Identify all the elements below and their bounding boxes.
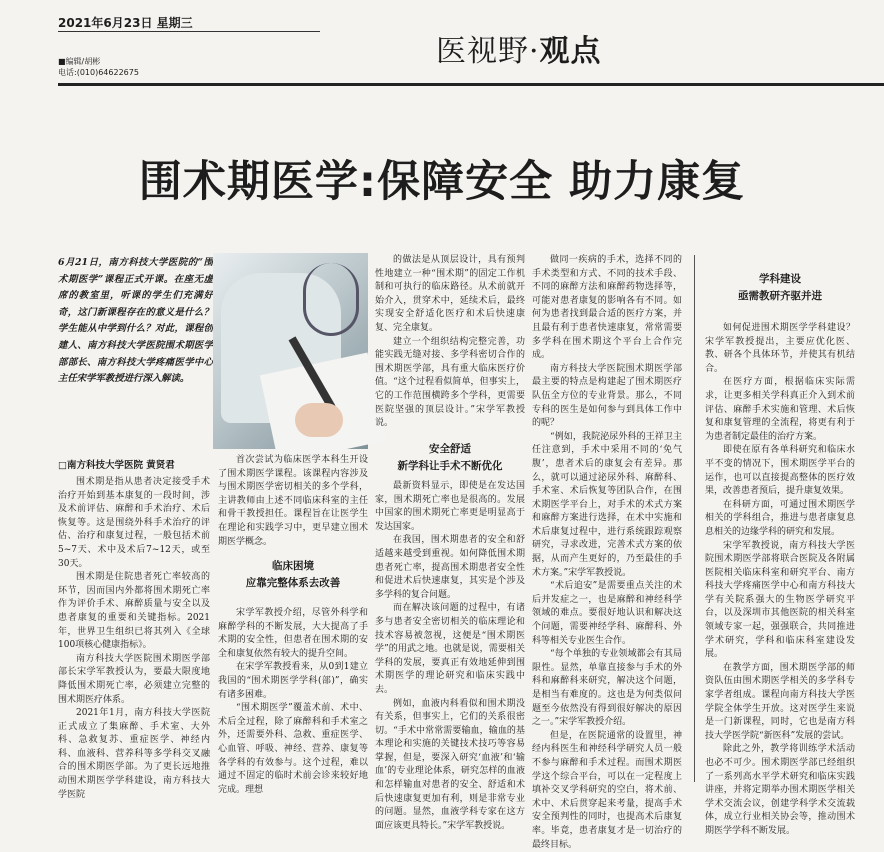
stethoscope-icon — [303, 263, 359, 336]
headline: 围术期医学:保障安全 助力康复 — [138, 157, 746, 207]
paragraph: “术后追安”是需要重点关注的术后并发症之一，也是麻醉和神经科学领域的难点。要很好地认识和解决这个问题，需要神经学科、麻醉科、外科等相关专业医生合作。 — [532, 581, 682, 646]
photo-hand — [295, 403, 343, 437]
paragraph: 在宋学军教授看来，从0到1建立我国的“围术期医学学科(部)”，确实有诸多困难。 — [218, 662, 368, 700]
article-column-3a — [375, 254, 525, 429]
subhead-3-line1: 学科建设 — [759, 273, 801, 285]
column-divider — [694, 255, 695, 782]
doctor-writing-photo — [213, 253, 368, 449]
subhead-2 — [375, 441, 525, 475]
paragraph: 在科研方面，可通过围术期医学相关的学科组合，推进与患者康复息息相关的边缘学科的研究和发展。 — [705, 499, 855, 537]
section-title-bold: 观点 — [539, 34, 602, 69]
editor-credit: ■编辑/胡彬 — [58, 57, 101, 66]
paragraph: 南方科技大学医院围术期医学部部长宋学军教授认为，要最大限度地降低围术期死亡率，必须建立完整的围术期医疗体系。 — [58, 653, 210, 705]
paragraph: 南方科技大学医院围术期医学部最主要的特点是构建起了围术期医疗队伍全方位的专业背景。那么，不同专科的医生是如何参与到具体工作中的呢？ — [532, 363, 682, 429]
paragraph: 围术期是指从患者决定接受手术治疗开始到基本康复的一段时间，涉及术前评估、麻醉和手术治疗、术后恢复等。这是围绕外科手术治疗的评估、治疗和康复过程，一般包括术前5~7天、术中及术后7~12天，或至30天。 — [58, 477, 210, 569]
header-rule — [58, 31, 320, 32]
contact-phone: 电话:(010)64622675 — [58, 68, 139, 77]
paragraph: 宋学军教授介绍，尽管外科学和麻醉学科的不断发展，大大提高了手术期的安全性，但患者在围术期的安全和康复依然有较大的提升空间。 — [218, 608, 368, 659]
paragraph: 如何促进围术期医学学科建设？宋学军教授提出，主要应优化医、教、研各个具体环节，并使其有机结合。 — [705, 323, 855, 374]
subhead-2-line2: 新学科让手术不断优化 — [397, 460, 503, 472]
subhead-1-line1: 临床困境 — [272, 560, 314, 572]
subhead-1-line2: 应靠完整体系去改善 — [245, 577, 341, 589]
paragraph: 的做法是从顶层设计，具有预判性地建立一种“围术期”的固定工作机制和可执行的临床路径。从术前就开始介入，贯穿术中，延续术后，最终实现安全舒适化医疗和术后快速康复、完全康复。 — [375, 255, 525, 333]
subhead-3-line2: 亟需教研齐驱并进 — [738, 290, 822, 302]
paragraph: 做同一疾病的手术，选择不同的手术类型和方式、不同的技术手段、不同的麻醉方法和麻醉药物选择等，可能对患者康复的影响各有不同。如何为患者找到最合适的医疗方案，并且最有利于患者快速康复，常常需要多学科在围术期这个平台上合作完成。 — [532, 255, 682, 361]
section-title — [436, 26, 602, 70]
paragraph: 例如，血液内科看似和围术期没有关系，但事实上，它们的关系很密切。“手术中常常需要输血，输血的基本理论和实施的关键技术技巧等容易掌握，但是，要深入研究‘血液’和‘输血’的专业理论体系，研究怎样的血液和怎样输血对患者的安全、舒适和术后快速康复更加有利，则是非常专业的问题。显然，血液学科专家在这方面应该更具特长。”宋学军教授说。 — [375, 698, 525, 831]
paragraph: “例如，我院泌尿外科的王祥卫主任注意到，手术中采用不同的‘免气腹’，患者术后的康复会有差异。那么，就可以通过泌尿外科、麻醉科、手术室、术后恢复等团队合作，在围术期医学平台上，对手术的术式方案和麻醉方案进行选择，在术中实施和术后康复过程中，进行系统跟踪观察研究，寻求改进，完善术式方案的依据，从而产生更好的，乃至最佳的手术方案。”宋学军教授说。 — [532, 431, 682, 578]
paragraph: 在医疗方面，根据临床实际需求，让更多相关学科真正介入到术前评估、麻醉手术实施和管理、术后恢复和康复管理的全流程，将更有利于为患者制定最佳的治疗方案。 — [705, 377, 855, 442]
article-column-4 — [532, 254, 682, 850]
article-column-5 — [705, 322, 855, 836]
paragraph: 2021年1月，南方科技大学医院正式成立了集麻醉、手术室、大外科、急救复苏、重症医学、神经内科、血液科、营养科等多学科交叉融合的围术期医学部。为了更长远地推动围术期医学学科建设，南方科技大学医院 — [58, 708, 210, 800]
paragraph: 围术期是住院患者死亡率较高的环节，因而国内外都将围术期死亡率作为评价手术、麻醉质量与安全以及患者康复的重要和关键指标。2021年，世界卫生组织已将其列入《全球100项核心健康指标》。 — [58, 572, 210, 651]
article-column-1 — [58, 476, 210, 800]
paragraph: “每个单独的专业领域都会有其局限性。显然，单靠直接参与手术的外科和麻醉科来研究，解决这个问题，是相当有难度的。这也是为何类似问题至今依然没有得到很好解决的原因之一。”宋学军教授介绍。 — [532, 649, 682, 728]
subhead-2-line1: 安全舒适 — [429, 443, 471, 455]
paragraph: 首次尝试为临床医学本科生开设了围术期医学课程。该课程内容涉及与围术期医学密切相关的多个学科，主讲教师由上述不同临床科室的主任和骨干教授担任。课程旨在让医学生在理论和实践学习中，更早建立围术期医学概念。 — [218, 455, 368, 547]
paragraph: 除此之外，教学将训练学术活动也必不可少。围术期医学部已经组织了一系列高水平学术研究和临床实践讲座，并将定期举办围术期医学相关学术交流会议，创建学科学术交流载体，成立行业相关协会等，推动围术期医学学科不断发展。 — [705, 744, 855, 836]
paragraph: 而在解决该问题的过程中，有诸多与患者安全密切相关的临床理论和技术容易被忽视，这便是“围术期医学”的用武之地。也就是说，需要相关学科的发展，要真正有效地延伸到围术期医学的理论研究和临床实践中去。 — [375, 603, 525, 695]
article-column-2b — [218, 607, 368, 795]
subhead-3 — [705, 271, 855, 305]
intro-text: 6月21日，南方科技大学医院的“围术期医学”课程正式开课。在座无虚席的教室里，听课的学生们充满好奇，这门新课程存在的意义是什么？学生能从中学到什么？对此，课程创建人、南方科技大学医院围术期医学部部长、南方科技大学疼痛医学中心主任宋学军教授进行深入解读。 — [58, 257, 213, 385]
paragraph: 宋学军教授说，南方科技大学医院围术期医学部将联合医院及各附属医院相关临床科室和研究平台、南方科技大学疼痛医学中心和南方科技大学有关院系强大的生物医学研究平台，以及深圳市其他医院的相关科室领域专家一起，强强联合，共同推进学术研究，学科和临床科室建设发展。 — [705, 540, 855, 660]
issue-date: 2021年6月23日 星期三 — [58, 16, 193, 30]
paragraph: 在教学方面，围术期医学部的师资队伍由围术期医学相关的多学科专家学者组成。课程向南方科技大学医学院全体学生开放。这对医学生来说是一门新课程，同时，它也是南方科技大学医学院“新医科”发展的尝试。 — [705, 662, 855, 741]
paragraph: 在我国，围术期患者的安全和舒适越来越受到重视。如何降低围术期患者死亡率，提高围术期患者安全性和促进术后快速康复，其实是个涉及多学科的复合问题。 — [375, 535, 525, 600]
paragraph: 即使在原有各单科研究和临床水平不变的情况下，围术期医学平台的运作，也可以直接提高整体的医疗效果，改善患者预后，提升康复效果。 — [705, 445, 855, 497]
paragraph: “围术期医学”覆盖术前、术中、术后全过程，除了麻醉科和手术室之外，还需要外科、急救、重症医学、心血管、呼吸、神经、营养、康复等各学科的有效参与。这个过程，难以通过不固定的临时术前会诊来较好地完成。理想 — [218, 703, 368, 795]
paragraph: 但是，在医院通常的设置里，神经内科医生和神经科学研究人员一般不参与麻醉和手术过程。而围术期医学这个综合平台，可以在一定程度上填补交叉学科研究的空白，将术前、术中、术后贯穿起来考量，提高手术安全预判性的同时，也提高术后康复率。毕竟，患者康复才是一切治疗的最终目标。 — [532, 730, 682, 850]
paragraph: 建立一个组织结构完整完善，功能实践无缝对接、多学科密切合作的围术期医学部，具有重大临床医疗价值。“这个过程看似简单，但事实上，它的工作范围横跨多个学科，更需要医院坚强的顶层设计。”宋学军教授说。 — [375, 336, 525, 429]
article-column-2a — [218, 454, 368, 547]
byline: □南方科技大学医院 黄贤君 — [58, 460, 175, 471]
section-title-main: 医视野· — [436, 34, 540, 69]
top-rule — [58, 83, 884, 86]
paragraph: 最新资料显示，即使是在发达国家，围术期死亡率也是很高的。发展中国家的围术期死亡率更是明显高于发达国家。 — [375, 481, 525, 532]
subhead-1 — [218, 558, 368, 592]
article-column-3b — [375, 480, 525, 831]
